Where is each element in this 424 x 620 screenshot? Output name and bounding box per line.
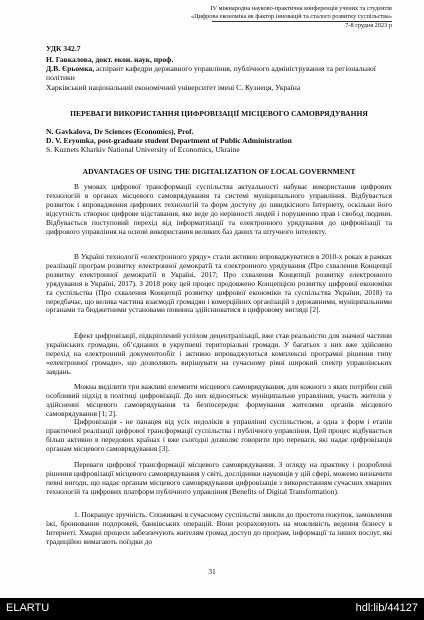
university-en: S. Kuznets Kharkiv National University of Economics, Ukraine (46, 145, 240, 155)
conference-line-1: IV міжнародна науково-практична конференція учених та студентів (210, 5, 392, 12)
page-number: 31 (208, 567, 216, 576)
conference-line-2: «Цифрова економіка як фактор інновацій та сталого розвитку суспільства» (190, 12, 392, 20)
conference-header (132, 5, 392, 30)
title-ua: ПЕРЕВАГИ ВИКОРИСТАННЯ ЦИФРОВІЗАЦІЇ МІСЦЕВОГО САМОВРЯДУВАННЯ (70, 109, 368, 118)
paragraph-2: В Україні технології «електронного уряду» стали активно впроваджуватися в 2010-х роках в рамках реалізації програм розвитку електронної демократії та електронного урядування (Про схвалення Концепції розвитку електронної демократії в Україні, 2017; Про схвалення Концепції розвитку електронного урядування в Україні, 2017). З 2018 року цей процес продовжено Концепцією розвитку цифрової економіки та суспільства (Про схвалення Концепції розвитку цифрової економіки та суспільства України, 2018) та передбачає, що велика частина взаємодії громадян і комерційних організацій з державними, муніципальними органами та бюджетними установами повинна здійснюватися в цифровому вигляді [2]. (46, 252, 392, 315)
repository-name: ELARTU (6, 602, 50, 614)
handle-id: hdl:lib/44127 (355, 602, 418, 614)
university-ua: Харківський національний економічний університет імені С. Кузнеця, Україна (46, 82, 301, 92)
author-1-ua: Н. Гавкалова, докт. екон. наук, проф. (46, 55, 174, 64)
author-1-en: N. Gavkalova, Dr Sciences (Economics), Prof. (46, 127, 194, 136)
authors-en (46, 127, 392, 155)
author-2-ua-name: Д.В. Єрьомка, (46, 64, 95, 74)
paragraph-6: Переваги цифрової трансформації місцевого самоврядування. З огляду на практику і розроблені рішення цифровізації місцевого самоврядування у світі, дослідники науковців у цій сфері, можемо визначити певні вигоди, що надає органам місцевого самоврядування цифровізація з використанням сучасних хмарних технологій та цифрових платформ публічного управління (Benefits of Digital Transformation). (46, 460, 392, 496)
paragraph-1: В умовах цифрової трансформації суспільства актуальності набуває використання цифрових технологій в органах місцевого самоврядування та системі муніципального управління. Відбувається розвиток і впровадження цифрових технологій та форм доступу до швидкісного Інтернету, оскільки його відсутність створює цифрове відставання, яке веде до нерівності людей і порушенню прав і свобод людини. Відбувається поступовий перехід від інформатизації та електронного урядування до цифровізації та цифрового управління на основі використання великих баз даних та штучного інтелекту. (46, 182, 392, 236)
title-en: ADVANTAGES OF USING THE DIGITALIZATION OF LOCAL GOVERNMENT (82, 167, 356, 176)
paragraph-7: 1. Покращує зручність. Споживачі в сучасному суспільстві звикли до простоти покупок, замовлення їжі, бронювання подорожей, банківських операцій. Вони розраховують на можливість ведення бізнесу в Інтернеті. Хмарні процеси забезпечують жителям громад доступ до програм, інформації та інших послуг, які традиційно вимагають поїздки до (46, 510, 392, 546)
author-2-en: D. V. Eryomka, post-graduate student Department of Public Administration (46, 136, 292, 146)
paragraph-3: Ефект цифровізації, підкріплений успіхом децентралізації, вже став реальністю для значної частини українських громадян, об’єднаних в укрупнені територіальні громади. У багатьох з них вже здійснено перехід на електронний документообіг і активно впроваджуються комплексні програмні рішення типу «електронної громади», що дозволяють вирішувати на сучасному рівні широкий спектр управлінських завдань. (46, 331, 392, 376)
authors-ua (46, 55, 392, 92)
author-2-ua (46, 64, 392, 82)
footer-bar (0, 598, 424, 620)
paragraph-5: Цифровізація - не панацея від усіх недоліків в управлінні суспільством, а одна з форм і етапів практичної реалізації цифрової трансформації суспільства і публічного управління. Цей процес відбувається більш активно в передових країнах і вже сьогодні дозволяє говорити про переваги, які надає цифровізація органам місцевого самоврядування [3]. (46, 417, 392, 453)
paragraph-4: Можна виділити три важливі елементи місцевого самоврядування, для кожного з яких потрібен свій особливий підхід в політиці цифровізації. До них відносяться: муніципальне управління, участь жителів у здійсненні місцевого самоврядування та безпосереднє формування жителями органів місцевого самоврядування [1; 2]. (46, 382, 392, 418)
udc-code: УДК 342.7 (46, 44, 81, 53)
conference-date: 7-8 грудня 2023 р (345, 22, 392, 30)
author-2-ua-role: аспірант кафедри державного управління, публічного адміністрування та регіональної політики (46, 64, 376, 83)
